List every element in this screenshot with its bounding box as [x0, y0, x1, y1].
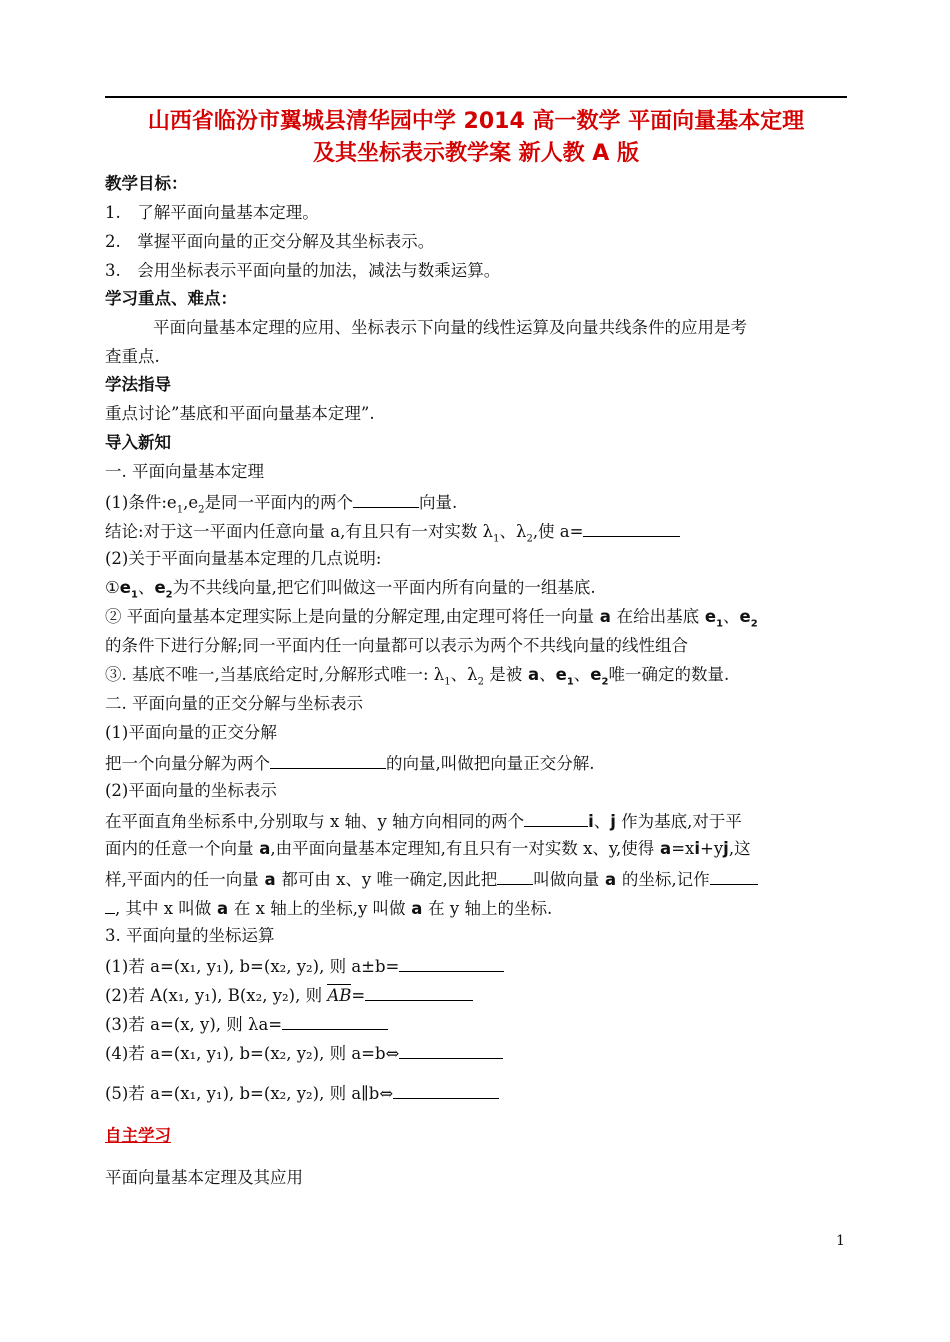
coordinate-text-j: , 其中 x 叫做: [115, 899, 212, 918]
coordinate-text-c: 面内的任意一个向量: [105, 839, 254, 858]
study-method-text: 重点讨论”基底和平面向量基本定理”.: [105, 404, 375, 423]
coordinate-text-g: 都可由 x、y 唯一确定,因此把: [281, 870, 498, 889]
coordinate-text-l: 在 y 轴上的坐标.: [428, 899, 553, 918]
note-3-text-c: 唯一确定的数量.: [608, 665, 730, 684]
blank-field[interactable]: [524, 809, 588, 827]
note-1-marker: ①: [105, 578, 120, 597]
notes-title: (2)关于平面向量基本定理的几点说明:: [105, 549, 382, 568]
self-study-link[interactable]: 自主学习: [105, 1126, 171, 1145]
coordinate-line-1: 在平面直角坐标系中,分别取与 x 轴、y 轴方向相同的两个 i、j 作为基底,对于平: [105, 809, 742, 833]
operation-4-text: (4)若 a=(x₁, y₁), b=(x₂, y₂), 则 a=b⇔: [105, 1044, 400, 1063]
blank-field[interactable]: [365, 983, 473, 1001]
note-3-text-a: ③. 基底不唯一,当基底给定时,分解形式唯一: λ: [105, 665, 445, 684]
blank-field[interactable]: [710, 867, 758, 885]
operation-2-equals: =: [351, 986, 366, 1005]
conclusion-line: 结论:对于这一平面内任意向量 a,有且只有一对实数 $\lambda_1$、$\lambda_2$,使 a=: [105, 519, 680, 550]
operation-4: [105, 1041, 503, 1065]
orthogonal-text-a: 把一个向量分解为两个: [105, 754, 270, 773]
blank-field[interactable]: [399, 1041, 503, 1059]
blank-field[interactable]: [583, 519, 680, 537]
note-3: ③. 基底不唯一,当基底给定时,分解形式唯一: $\lambda_1$、$\lambda_2$ 是被 a、$e_1$、$e_2$唯一确定的数量.: [105, 665, 730, 688]
section1-title: 一. 平面向量基本定理: [105, 462, 264, 481]
blank-field[interactable]: [105, 896, 115, 914]
coordinate-text-h: 叫做向量: [533, 870, 600, 889]
note-2-line-2: 的条件下进行分解;同一平面内任一向量都可以表示为两个不共线向量的线性组合: [105, 636, 689, 655]
operation-3-text: (3)若 a=(x, y), 则 λa=: [105, 1015, 283, 1034]
vector-ab: AB: [327, 986, 352, 1005]
key-points-text-line-1: 平面向量基本定理的应用、坐标表示下向量的线性运算及向量共线条件的应用是考: [153, 318, 747, 337]
coordinate-title: (2)平面向量的坐标表示: [105, 781, 277, 800]
objective-item-3: 3. 会用坐标表示平面向量的加法，减法与数乘运算。: [105, 261, 501, 280]
coordinate-text-k: 在 x 轴上的坐标,y 叫做: [233, 899, 406, 918]
objective-item-1: 1. 了解平面向量基本定理。: [105, 203, 319, 222]
coordinate-text-f: 样,平面内的任一向量: [105, 870, 259, 889]
operation-2-text: (2)若 A(x₁, y₁), B(x₂, y₂), 则: [105, 986, 323, 1005]
orthogonal-title: (1)平面向量的正交分解: [105, 723, 277, 742]
coordinate-text-i: 的坐标,记作: [621, 870, 710, 889]
coordinate-text-a: 在平面直角坐标系中,分别取与 x 轴、y 轴方向相同的两个: [105, 812, 525, 831]
conclusion-prefix: 结论:对于这一平面内任意向量 a,有且只有一对实数 λ: [105, 522, 494, 541]
condition-mid: 是同一平面内的两个: [204, 493, 353, 512]
section3-title: 3. 平面向量的坐标运算: [105, 926, 275, 945]
coordinate-line-2: 面内的任意一个向量 a,由平面向量基本定理知,有且只有一对实数 x、y,使得 a=xi+yj,这: [105, 839, 751, 858]
operation-1-text: (1)若 a=(x₁, y₁), b=(x₂, y₂), 则 a±b=: [105, 957, 400, 976]
blank-field[interactable]: [393, 1081, 499, 1099]
blank-field[interactable]: [282, 1012, 388, 1030]
note-3-text-b: 是被: [489, 665, 523, 684]
note-1-text: 为不共线向量,把它们叫做这一平面内所有向量的一组基底.: [172, 578, 596, 597]
new-knowledge-heading: 导入新知: [105, 433, 171, 452]
self-study-heading[interactable]: [105, 1125, 171, 1147]
operation-5-text: (5)若 a=(x₁, y₁), b=(x₂, y₂), 则 a∥b⇔: [105, 1084, 394, 1103]
note-2-line-1: ② 平面向量基本定理实际上是向量的分解定理,由定理可将任一向量 a 在给出基底 $e_1$、$e_2$: [105, 607, 758, 630]
operation-2: [105, 983, 473, 1007]
coordinate-text-e: ,这: [728, 839, 751, 858]
section2-title: 二. 平面向量的正交分解与坐标表示: [105, 694, 363, 713]
study-method-heading: 学法指导: [105, 375, 171, 394]
operation-1: [105, 954, 504, 978]
note-2-text-b: 在给出基底: [616, 607, 700, 626]
coordinate-line-4: , 其中 x 叫做 a 在 x 轴上的坐标,y 叫做 a 在 y 轴上的坐标.: [105, 896, 552, 920]
blank-field[interactable]: [497, 867, 533, 885]
operation-5: [105, 1081, 499, 1105]
blank-field[interactable]: [270, 751, 386, 769]
orthogonal-text-b: 的向量,叫做把向量正交分解.: [386, 754, 595, 773]
condition-suffix: 向量.: [418, 493, 458, 512]
operation-3: [105, 1012, 388, 1036]
header-rule: [105, 96, 847, 98]
page-number: 1: [836, 1233, 845, 1249]
note-1: $①e_1$、$e_2$为不共线向量,把它们叫做这一平面内所有向量的一组基底.: [105, 578, 596, 601]
key-points-heading: 学习重点、难点：: [105, 289, 237, 308]
objectives-heading: 教学目标：: [105, 174, 188, 193]
title-line-2: 及其坐标表示教学案 新人教 A 版: [312, 141, 639, 166]
blank-field[interactable]: [353, 490, 419, 508]
key-points-text-line-2: 查重点.: [105, 347, 160, 366]
objective-item-2: 2. 掌握平面向量的正交分解及其坐标表示。: [105, 232, 435, 251]
coordinate-text-d: ,由平面向量基本定理知,有且只有一对实数 x、y,使得: [270, 839, 655, 858]
self-study-topic: 平面向量基本定理及其应用: [105, 1168, 303, 1187]
coordinate-line-3: 样,平面内的任一向量 a 都可由 x、y 唯一确定,因此把 叫做向量 a 的坐标,记作: [105, 867, 758, 891]
title-line-1: 山西省临汾市翼城县清华园中学 2014 高一数学 平面向量基本定理: [147, 109, 805, 134]
condition-prefix: (1)条件:e: [105, 493, 177, 512]
document-title: [105, 106, 847, 170]
condition-line: (1)条件$:e_1,e_2$是同一平面内的两个 向量.: [105, 490, 457, 521]
note-2-text-a: ② 平面向量基本定理实际上是向量的分解定理,由定理可将任一向量: [105, 607, 594, 626]
blank-field[interactable]: [399, 954, 504, 972]
coordinate-text-b: 作为基底,对于平: [621, 812, 742, 831]
conclusion-suffix: ,使 a=: [532, 522, 584, 541]
orthogonal-text: [105, 751, 595, 775]
